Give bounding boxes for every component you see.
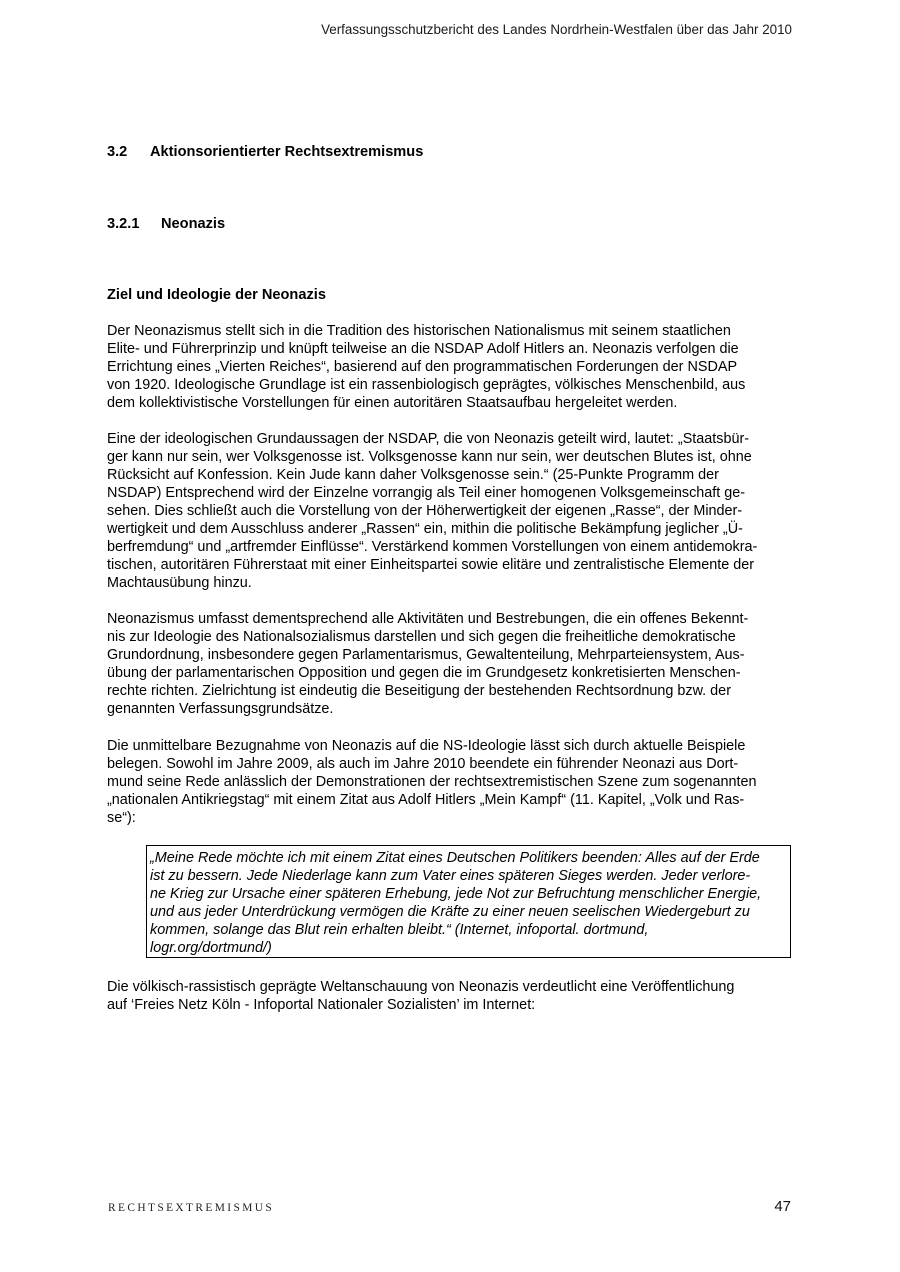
running-header: Verfassungsschutzbericht des Landes Nordrhein-Westfalen über das Jahr 2010 bbox=[321, 22, 792, 37]
subsection-heading bbox=[107, 216, 225, 232]
page-number: 47 bbox=[774, 1198, 791, 1215]
quote-line: logr.org/dortmund/) bbox=[150, 940, 272, 956]
text-line: Die völkisch-rassistisch geprägte Weltanschauung von Neonazis verdeutlicht eine Veröffentlichung bbox=[107, 979, 735, 995]
text-line: Errichtung eines „Vierten Reiches“, basierend auf den programmatischen Forderungen der NSDAP bbox=[107, 359, 738, 375]
quote-line: kommen, solange das Blut rein erhalten bleibt.“ (Internet, infoportal. dortmund, bbox=[150, 922, 649, 938]
text-line: Neonazismus umfasst dementsprechend alle Aktivitäten und Bestrebungen, die ein offenes Bekennt- bbox=[107, 611, 749, 627]
subsection-number: 3.2.1 bbox=[107, 216, 140, 232]
text-line: NSDAP) Entsprechend wird der Einzelne vorrangig als Teil einer homogenen Volksgemeinschaft ge- bbox=[107, 485, 746, 501]
text-line: berfremdung“ und „artfremder Einflüsse“. Verstärkend kommen Vorstellungen von einem antidemokra- bbox=[107, 539, 758, 555]
quote-box bbox=[146, 845, 791, 958]
section-title: Aktionsorientierter Rechtsextremismus bbox=[150, 144, 424, 160]
subheading: Ziel und Ideologie der Neonazis bbox=[107, 287, 326, 303]
text-line: Rücksicht auf Konfession. Kein Jude kann daher Volksgenosse sein.“ (25-Punkte Programm der bbox=[107, 467, 719, 483]
text-line: ger kann nur sein, wer Volksgenosse ist. Volksgenosse kann nur sein, wer deutschen Blutes ist, ohne bbox=[107, 449, 752, 465]
section-heading bbox=[107, 144, 423, 160]
text-line: „nationalen Antikriegstag“ mit einem Zitat aus Adolf Hitlers „Mein Kampf“ (11. Kapitel, „Volk und Ras- bbox=[107, 792, 745, 808]
paragraph-4 bbox=[107, 737, 757, 827]
quote-line: „Meine Rede möchte ich mit einem Zitat eines Deutschen Politikers beenden: Alles auf der Erde bbox=[150, 850, 760, 866]
text-line: übung der parlamentarischen Opposition und gegen die im Grundgesetz konkretisierten Menschen- bbox=[107, 665, 741, 681]
text-line: tischen, autoritären Führerstaat mit einer Einheitspartei sowie elitäre und zentralistische Elemente der bbox=[107, 557, 755, 573]
text-line: nis zur Ideologie des Nationalsozialismus darstellen und sich gegen die freiheitliche demokratische bbox=[107, 629, 736, 645]
text-line: von 1920. Ideologische Grundlage ist ein rassenbiologisch geprägtes, völkisches Menschenbild, aus bbox=[107, 377, 746, 393]
footer-section-label: RECHTSEXTREMISMUS bbox=[108, 1202, 275, 1214]
text-line: sehen. Dies schließt auch die Vorstellung von der Höherwertigkeit der eigenen „Rasse“, der Minder- bbox=[107, 503, 743, 519]
quote-line: und aus jeder Unterdrückung vermögen die Kräfte zu einer neuen seelischen Wiedergeburt zu bbox=[150, 904, 750, 920]
paragraph-3 bbox=[107, 610, 748, 718]
text-line: Eine der ideologischen Grundaussagen der NSDAP, die von Neonazis geteilt wird, lautet: „Staatsbür- bbox=[107, 431, 750, 447]
section-number: 3.2 bbox=[107, 144, 128, 160]
text-line: mund seine Rede anlässlich der Demonstrationen der rechtsextremistischen Szene zum sogenannten bbox=[107, 774, 757, 790]
text-line: belegen. Sowohl im Jahre 2009, als auch im Jahre 2010 beendete ein führender Neonazi aus Dort- bbox=[107, 756, 739, 772]
text-line: Der Neonazismus stellt sich in die Tradition des historischen Nationalismus mit seinem staatlichen bbox=[107, 323, 731, 339]
text-line: Grundordnung, insbesondere gegen Parlamentarismus, Gewaltenteilung, Mehrparteiensystem, Aus- bbox=[107, 647, 745, 663]
text-line: Machtausübung hinzu. bbox=[107, 575, 252, 591]
closing-paragraph bbox=[107, 978, 734, 1014]
text-line: genannten Verfassungsgrundsätze. bbox=[107, 701, 334, 717]
subsection-title: Neonazis bbox=[161, 216, 226, 232]
text-line: rechte richten. Zielrichtung ist eindeutig die Beseitigung der bestehenden Rechtsordnung bzw. der bbox=[107, 683, 731, 699]
text-line: wertigkeit und dem Ausschluss anderer „Rassen“ ein, mithin die politische Bekämpfung jeglicher „Ü- bbox=[107, 521, 743, 537]
text-line: se“): bbox=[107, 810, 136, 826]
quote-line: ne Krieg zur Ursache einer späteren Erhebung, jede Not zur Befruchtung menschlicher Energie, bbox=[150, 886, 762, 902]
text-line: dem kollektivistische Vorstellungen für einen autoritären Staatsaufbau hergeleitet werden. bbox=[107, 395, 678, 411]
paragraph-2 bbox=[107, 430, 757, 592]
paragraph-1 bbox=[107, 322, 745, 412]
quote-line: ist zu bessern. Jede Niederlage kann zum Vater eines späteren Sieges werden. Jeder verlore- bbox=[150, 868, 751, 884]
text-line: Elite- und Führerprinzip und knüpft teilweise an die NSDAP Adolf Hitlers an. Neonazis verfolgen die bbox=[107, 341, 739, 357]
text-line: Die unmittelbare Bezugnahme von Neonazis auf die NS-Ideologie lässt sich durch aktuelle Beispiele bbox=[107, 738, 746, 754]
text-line: auf ‘Freies Netz Köln - Infoportal Nationaler Sozialisten’ im Internet: bbox=[107, 997, 536, 1013]
